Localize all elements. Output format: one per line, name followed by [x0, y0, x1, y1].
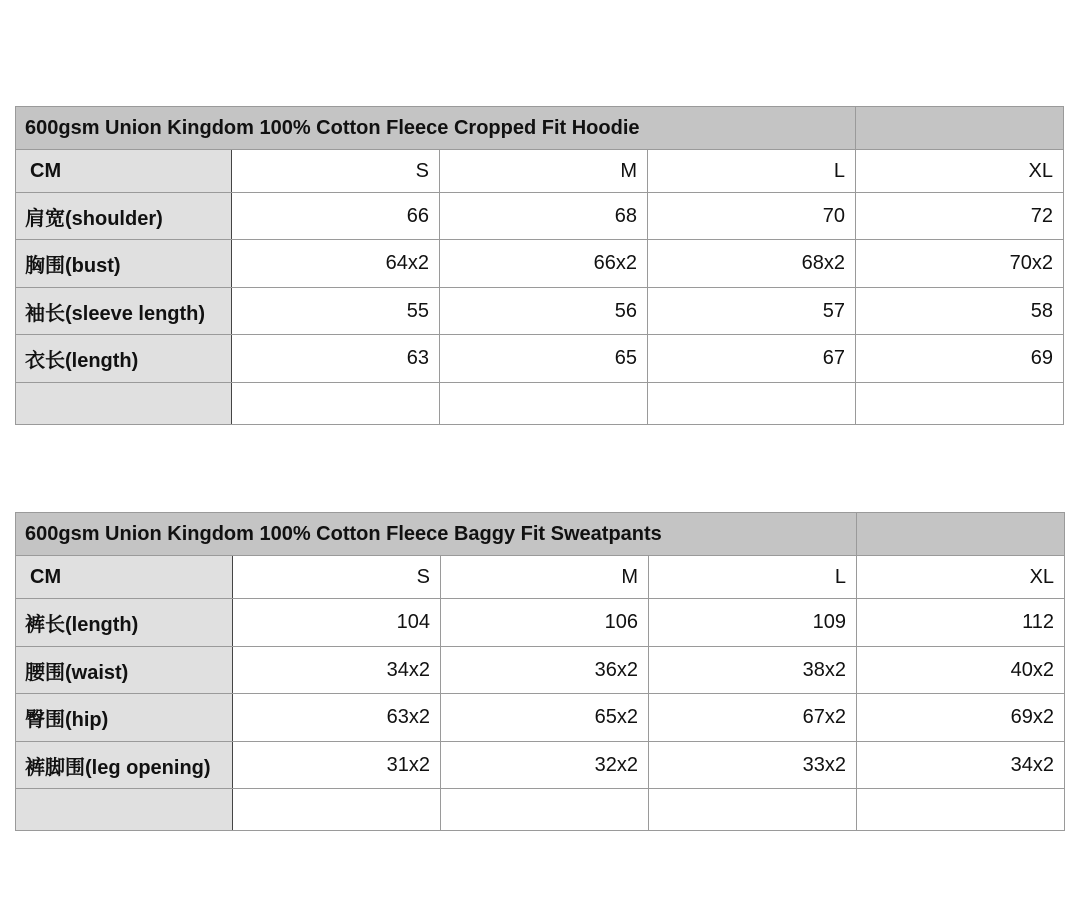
- table-row: [16, 742, 1065, 789]
- title-blank-cell: [856, 107, 1064, 150]
- table-title: 600gsm Union Kingdom 100% Cotton Fleece Baggy Fit Sweatpants: [16, 513, 857, 556]
- empty-cell: [441, 789, 649, 831]
- value-cell: 67: [648, 335, 856, 383]
- size-header: S: [232, 150, 440, 193]
- table-title: 600gsm Union Kingdom 100% Cotton Fleece Cropped Fit Hoodie: [16, 107, 856, 150]
- empty-cell: [649, 789, 857, 831]
- empty-label-cell: [16, 789, 233, 831]
- unit-header: CM: [16, 150, 232, 193]
- value-cell: 56: [440, 288, 648, 335]
- size-header: XL: [856, 150, 1064, 193]
- table-row: [16, 335, 1064, 383]
- value-cell: 57: [648, 288, 856, 335]
- value-cell: 36x2: [441, 647, 649, 694]
- unit-header: CM: [16, 556, 233, 599]
- value-cell: 109: [649, 599, 857, 647]
- empty-cell: [233, 789, 441, 831]
- value-cell: 67x2: [649, 694, 857, 742]
- empty-cell: [856, 383, 1064, 425]
- empty-row: [16, 789, 1065, 831]
- value-cell: 69: [856, 335, 1064, 383]
- value-cell: 72: [856, 193, 1064, 240]
- row-label: 衣长(length): [16, 335, 232, 383]
- size-header: L: [649, 556, 857, 599]
- value-cell: 104: [233, 599, 441, 647]
- value-cell: 34x2: [857, 742, 1065, 789]
- value-cell: 68: [440, 193, 648, 240]
- value-cell: 64x2: [232, 240, 440, 288]
- size-header: S: [233, 556, 441, 599]
- value-cell: 34x2: [233, 647, 441, 694]
- size-header: L: [648, 150, 856, 193]
- value-cell: 31x2: [233, 742, 441, 789]
- value-cell: 70x2: [856, 240, 1064, 288]
- table-row: [16, 694, 1065, 742]
- row-label: 裤长(length): [16, 599, 233, 647]
- value-cell: 70: [648, 193, 856, 240]
- value-cell: 63: [232, 335, 440, 383]
- empty-label-cell: [16, 383, 232, 425]
- value-cell: 38x2: [649, 647, 857, 694]
- table-row: [16, 240, 1064, 288]
- value-cell: 40x2: [857, 647, 1065, 694]
- empty-cell: [648, 383, 856, 425]
- value-cell: 106: [441, 599, 649, 647]
- value-cell: 55: [232, 288, 440, 335]
- row-label: 肩宽(shoulder): [16, 193, 232, 240]
- value-cell: 32x2: [441, 742, 649, 789]
- size-header: M: [441, 556, 649, 599]
- title-blank-cell: [857, 513, 1065, 556]
- value-cell: 58: [856, 288, 1064, 335]
- row-label: 胸围(bust): [16, 240, 232, 288]
- size-table-sweatpants: [15, 512, 1065, 831]
- value-cell: 65x2: [441, 694, 649, 742]
- size-header: M: [440, 150, 648, 193]
- empty-row: [16, 383, 1064, 425]
- table-row: [16, 647, 1065, 694]
- row-label: 裤脚围(leg opening): [16, 742, 233, 789]
- empty-cell: [857, 789, 1065, 831]
- value-cell: 33x2: [649, 742, 857, 789]
- value-cell: 68x2: [648, 240, 856, 288]
- row-label: 腰围(waist): [16, 647, 233, 694]
- value-cell: 112: [857, 599, 1065, 647]
- empty-cell: [440, 383, 648, 425]
- value-cell: 65: [440, 335, 648, 383]
- table-row: [16, 599, 1065, 647]
- value-cell: 66: [232, 193, 440, 240]
- value-cell: 63x2: [233, 694, 441, 742]
- row-label: 袖长(sleeve length): [16, 288, 232, 335]
- value-cell: 69x2: [857, 694, 1065, 742]
- size-header: XL: [857, 556, 1065, 599]
- row-label: 臀围(hip): [16, 694, 233, 742]
- table-row: [16, 193, 1064, 240]
- table-row: [16, 288, 1064, 335]
- value-cell: 66x2: [440, 240, 648, 288]
- size-table-hoodie: [15, 106, 1064, 425]
- empty-cell: [232, 383, 440, 425]
